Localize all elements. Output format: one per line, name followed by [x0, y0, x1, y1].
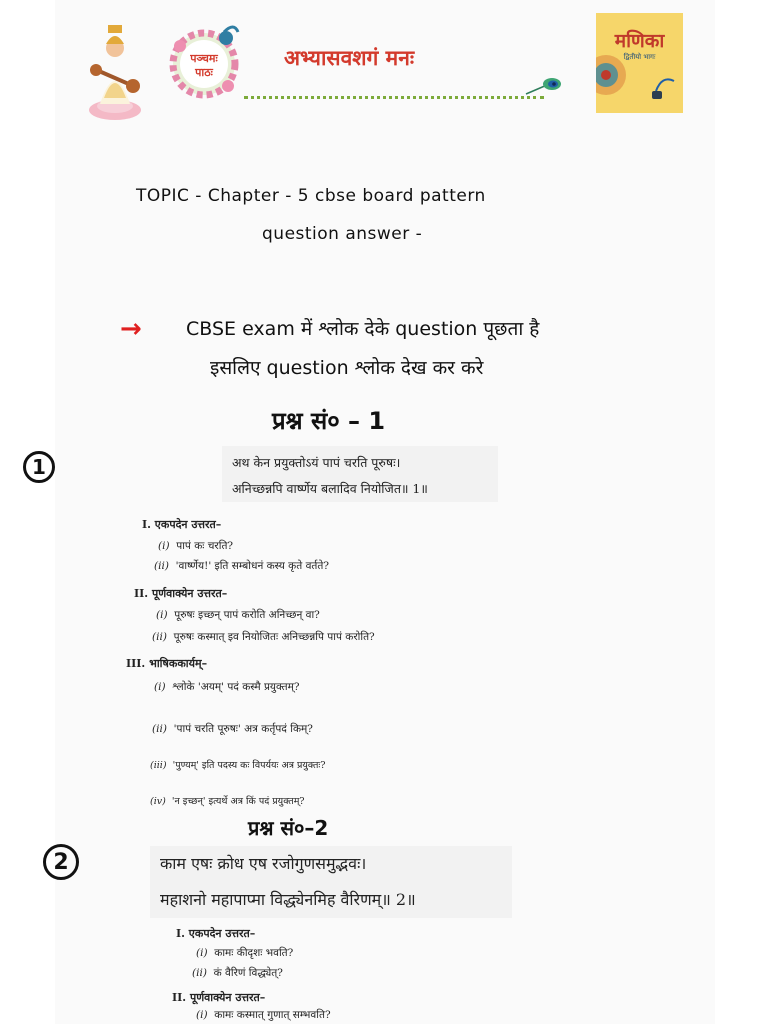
q2-shloka-line-1: काम एषः क्रोध एष रजोगुणसमुद्भवः।	[160, 854, 367, 873]
q2-section-2-label: II. पूर्णवाक्येन उत्तरत–	[172, 991, 266, 1004]
topic-line-1: TOPIC - Chapter - 5 cbse board pattern	[136, 186, 486, 206]
item-text: 'पुण्यम्' इति पदस्य कः विपर्ययः अत्र प्रयुक्तः?	[172, 760, 326, 771]
q1-heading: प्रश्न सं० – 1	[272, 407, 386, 435]
item-text: श्लोके 'अयम्' पदं कस्मै प्रयुक्तम्?	[172, 681, 300, 693]
item-text: 'वार्ष्णेय!' इति सम्बोधनं कस्य कृते वर्तते?	[175, 560, 330, 572]
note-line-1: CBSE exam में श्लोक देके question पूछता है	[186, 318, 540, 340]
item-number: (ii)	[192, 967, 207, 979]
item-text: 'न इच्छन्' इत्यर्थे अत्र किं पदं प्रयुक्तम्?	[171, 796, 305, 807]
q1-s3-item-3	[150, 758, 325, 771]
chapter-title: अभ्यासवशगं मनः	[284, 46, 415, 70]
q1-section-3-label: III. भाषिककार्यम्–	[126, 657, 208, 670]
item-text: 'पापं चरति पूरुषः' अत्र कर्तृपदं किम्?	[173, 723, 313, 735]
q1-s3-item-1	[154, 680, 300, 694]
item-number: (i)	[156, 609, 168, 621]
q1-s3-item-4	[150, 794, 304, 807]
item-text: पापं कः चरति?	[176, 540, 234, 552]
q2-section-1-label: I. एकपदेन उत्तरत–	[176, 927, 256, 940]
item-number: (i)	[154, 681, 166, 693]
book-cover	[596, 13, 683, 113]
item-number: (i)	[196, 947, 208, 959]
item-text: कामः कीदृशः भवति?	[214, 947, 294, 959]
item-number: (i)	[158, 540, 170, 552]
q1-number: 1	[32, 455, 46, 479]
item-text: कामः कस्मात् गुणात् सम्भवति?	[214, 1009, 331, 1021]
q1-shloka-line-1: अथ केन प्रयुक्तोऽयं पापं चरति पूरुषः।	[232, 455, 401, 470]
lesson-badge-text: पञ्चमः पाठः	[190, 52, 218, 79]
item-text: पूरुषः इच्छन् पापं करोति अनिच्छन् वा?	[174, 609, 320, 621]
saraswati-image	[86, 18, 144, 122]
lesson-badge	[168, 22, 240, 102]
item-number: (ii)	[154, 560, 169, 572]
arrow-icon: →	[120, 314, 142, 344]
item-text: कं वैरिणं विद्ध्येत्?	[213, 967, 283, 979]
q2-s2-item-1	[196, 1008, 331, 1022]
q1-s3-item-2	[152, 722, 313, 736]
note-line-2: इसलिए question श्लोक देख कर करे	[210, 357, 484, 379]
item-number: (i)	[196, 1009, 208, 1021]
q1-s2-item-2	[152, 630, 375, 644]
peacock-feather-icon	[524, 76, 562, 96]
book-cover-subtitle: द्वितीयो भागः	[623, 53, 656, 61]
item-number: (ii)	[152, 723, 167, 735]
q1-section-1-label: I. एकपदेन उत्तरत–	[142, 518, 222, 531]
topic-line-2: question answer -	[262, 224, 423, 244]
q1-s1-item-1	[158, 539, 233, 553]
q2-number: 2	[53, 849, 69, 875]
item-number: (iv)	[150, 796, 166, 807]
q2-s1-item-1	[196, 946, 293, 960]
q2-number-circle	[43, 844, 79, 880]
q1-s1-item-2	[154, 559, 329, 573]
q1-shloka-line-2: अनिच्छन्नपि वार्ष्णेय बलादिव नियोजित॥ 1॥	[232, 481, 428, 496]
q1-s2-item-1	[156, 608, 320, 622]
q2-shloka-line-2: महाशनो महापाप्मा विद्ध्येनमिह वैरिणम्॥ 2॥	[160, 890, 416, 909]
q2-s1-item-2	[192, 966, 283, 980]
item-text: पूरुषः कस्मात् इव नियोजितः अनिच्छन्नपि पापं करोति?	[173, 631, 375, 643]
q1-section-2-label: II. पूर्णवाक्येन उत्तरत–	[134, 587, 228, 600]
item-number: (ii)	[152, 631, 167, 643]
q1-number-circle	[23, 451, 55, 483]
title-divider	[244, 96, 544, 99]
book-cover-title: मणिका	[614, 30, 665, 52]
q2-heading: प्रश्न सं०–2	[248, 816, 329, 840]
item-number: (iii)	[150, 760, 167, 771]
